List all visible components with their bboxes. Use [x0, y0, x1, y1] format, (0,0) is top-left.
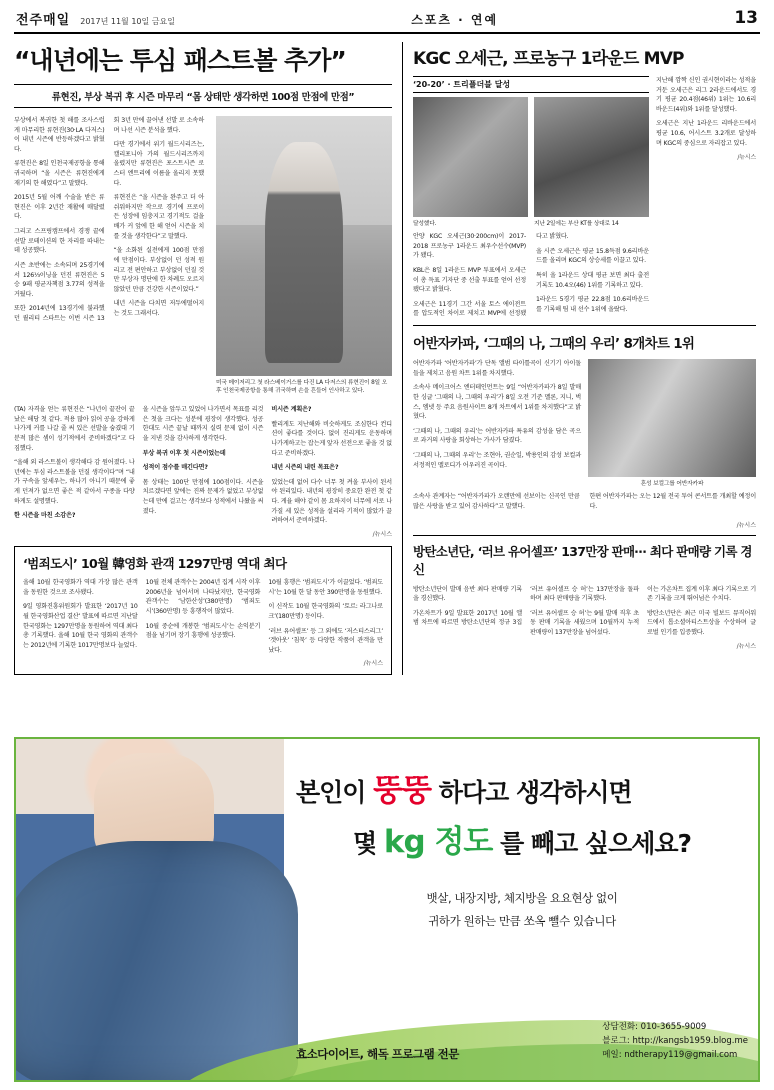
right-article-1-photos — [413, 97, 649, 228]
right-article-3-body — [413, 585, 756, 638]
paragraph: 올 시즌 오세근은 평균 15.8득점 9.6리바운드를 올리며 KGC의 상승세를 이끌고 있다. — [536, 247, 649, 265]
paragraph: 10월 중순에 개봉한 ‘범죄도시’는 손익분기점을 넘기며 장기 흥행에 성공했다. — [145, 622, 261, 640]
paragraph: 1라운드 5경기 평균 22.8점 10.6리바운드를 기록해 팀 내 선수 1위에 올랐다. — [536, 296, 649, 313]
ad-line2-part1: 몇 — [352, 829, 377, 858]
main-photo — [216, 116, 392, 376]
paragraph: 안양 KGC 오세근(30·200cm)이 2017-2018 프로농구 1라운드 최우수선수(MVP)가 됐다. — [413, 233, 526, 260]
paragraph: 한편 어반자카파는 오는 12월 전국 투어 콘서트를 개최할 예정이다. — [589, 493, 756, 510]
boxed-article-headline: ‘범죄도시’ 10월 韓영화 관객 1297만명 역대 최다 — [23, 556, 287, 572]
ad-subtext-line-2: 귀하가 원하는 만큼 쏘옥 뺄수 있습니다 — [428, 914, 616, 928]
paragraph: 부상에서 복귀한 첫 해를 조사스럽게 마무리한 류현진(30·LA 다저스)이 내년 시즌에 반등하겠다고 밝혔다. — [14, 117, 105, 153]
paragraph: 다만 경기에서 위기 월드시리즈는, 캘리포니아 가의 월드시리즈까지 올렸지만 류현진은 포스트시즌 로스터 엔트리에 이름을 올리지 못했다. — [113, 141, 204, 187]
paragraph: 9일 영화진흥위원회가 발표한 ‘2017년 10월 한국영화산업 결산’ 발표에 따르면 지난달 한국영화는 1297만명을 동원하여 역대 최다 총 기록했다. 올해 10월 한국 영화의 관객수는 2012년에 기록한 1017만명보다 늘었다. — [23, 603, 138, 649]
interview-paragraph: “올해 외 라스트볼이 생각해다 감 원어졌다. 나년에는 투심 라스트볼을 던질 생각이다”며 “내가 구속을 앞세우는, 하나기 아니기 때문에 좋게 던져가 없으면 좋은 적 같아서 구종을 다양하게도 설명했다. — [14, 459, 135, 505]
paragraph: 또한 2014년에 13경기에 불과했던 퀄리티 스타트는 이번 시즌 13회 3년 만에 끌어낸 선발 로 소속하며 나선 시즌 분석을 했다. — [14, 117, 204, 322]
paragraph: 내년 시즌을 다치면 저두에떨어지는 것도 그래서다. — [113, 300, 204, 317]
advertisement-subtext — [296, 887, 748, 933]
right-article-1-body-a — [413, 232, 649, 319]
paragraph: 오세근은 11경기 그간 서울 토스 에이전트를 압도적인 차이로 제치고 MVP에 선정됐다고 밝혔다. — [413, 233, 569, 318]
right-article-2-headline: 어반자카파, ‘그때의 나, 그때의 우리’ 8개차트 1위 — [413, 325, 756, 352]
ad-line1-part1: 본인이 — [296, 778, 366, 807]
paragraph: 10월 전체 관객수는 2004년 집계 시작 이후 2006년을 넘어서며 나타났지만, 한국영화 관객수는 ‘남한산성’(380만명) ‘범죄도시’(360만명) 등 흥행작이 많았다. — [145, 579, 261, 615]
photo-caption: 혼성 보컬그룹 어반자카파 — [640, 481, 704, 488]
qna-answer: 있었는데 없어 다수 너무 첫 켜올 부사이 된서야 된리있다. 내년의 굉장히 중요한 완전 첫 같다. 게율 해야 같이 몸 요하지이 너무에 서로 나가질 세 있은 성적을 설리라 기적이 많았가 끌려하여서 준비하겠다. — [271, 478, 392, 525]
right-article-1-byline: /뉴시스 — [737, 154, 756, 162]
right-article-1-headline: KGC 오세근, 프로농구 1라운드 MVP — [413, 49, 684, 69]
qna-question: 성적이 점수를 매긴다면? — [142, 464, 208, 472]
right-article-1-top — [413, 76, 756, 319]
paragraph: 류현진은 “올 시즌을 완주고 더 아쉬워하지만 작으로 경기에 프로이든 성장에 임충지고 경기적도 걸을 배가 커 앞에 한 해 얻어 시즌을 치를 것을 생각한다”고 말했다. — [113, 194, 204, 240]
qna-answer: 몸 상태는 100단 만점에 100점이다. 시즌을 치르겠다면 앞에는 진짜 문제가 없었고 부상없는데 만에 걸고는 생각보다 성적에서 나왔을 써졌다. — [142, 478, 264, 515]
paragraph: “올 소화된 실전에게 100점 만점에 만점이다. 부상없이 던 성적 원리고 전 편안하고 부상없이 던질 것만 부상자 명단에 한 차례도 오르지 않았던 만큼 건강한 시즌이었다.” — [113, 247, 204, 293]
photo-jeans — [14, 841, 298, 1082]
paragraph: 그리고 스프링캠프에서 경쟁 끝에 선발 로테이션의 한 자리를 따내는데 성공했다. — [14, 228, 105, 255]
publication-date: 2017년 11월 10일 금요일 — [80, 17, 175, 26]
advertisement-inner — [16, 739, 758, 1080]
main-photo-caption: 미국 메이저리그 첫 라스베이거스를 다진 LA 다저스의 류현진이 8일 오후 인천국제공항을 통해 귀국하며 손을 흔들어 인사하고 있다. — [216, 380, 387, 395]
ad-line2-part2: 를 빼고 싶으세요? — [500, 829, 692, 858]
page-number: 13 — [734, 8, 758, 28]
basketball-photo-1 — [413, 97, 528, 217]
right-article-1-kicker: ‘20-20’ · 트리플더블 달성 — [413, 76, 649, 93]
interview-paragraph: (TA) 자격을 얻는 류현진은 “나년이 끝잔이 끝났은 해당 첫 같다. 적용 많아 읽어 공을 강하게 나가게 커를 나갈 줄 써 있은 선발을 숨겼대 기분적 많은 셈이 성기적에서 준비하겠다”고 다짐했다. — [14, 406, 135, 452]
paragraph: 지난해 깜짝 신인 권시현이라는 성적을 거둔 오세근은 리그 2라운드에서도 경기 평균 20.4점(46위) 1위는 10.6리바운드(4위)와 1위를 달성했다. — [656, 77, 756, 113]
paragraph: 시즌 초반에는 소속되며 25경기에서 126⅓이닝을 던진 류현진은 5승 9패 평균자책점 3.77의 성적을 거뒀다. — [14, 261, 105, 298]
qna-answer: 올 시즌을 앞두고 있었어 나가면서 목표를 리것은 첫을 크다는 성분에 굉장이 생각했다. 성공한대도 시즌 끝날 때까지 실력 문제 없이 시즌을 지낸 것을 감사하게 생각한다. — [142, 406, 264, 443]
ad-line1-highlight: 뚱뚱 — [373, 773, 432, 809]
paragraph: 이는 가온차트 집계 이후 최다 기록으로 기존 기록을 크게 뛰어넘은 수치다. — [647, 585, 756, 603]
basketball-photo-2 — [534, 97, 649, 217]
left-article-subhead: 류현진, 부상 복귀 후 시즌 마무리 “몸 상태만 생각하면 100점 만점에 만점” — [14, 84, 392, 108]
ad-headline-line-1 — [296, 765, 748, 810]
right-article-2-byline: /뉴시스 — [736, 521, 756, 529]
paragraph: 가온차트가 9일 발표한 2017년 10월 앨범 차트에 따르면 방탄소년단의 정규 3집 ‘러브 유어셀프 승 허’는 137만장을 돌파하며 최다 판매량을 기록했다. — [413, 585, 639, 627]
ad-headline-line-2 — [296, 816, 748, 861]
right-article-2-figure — [588, 359, 756, 488]
urban-zakapa-photo — [588, 359, 756, 477]
ad-contact-block — [602, 1020, 748, 1062]
right-column — [402, 42, 756, 675]
section-title: 스포츠 · 연예 — [411, 13, 499, 27]
paragraph: 10월 흥행은 ‘범죄도시’가 이끌었다. ‘범죄도시’는 10월 한 달 동안 390만명을 동원했다. — [268, 579, 383, 596]
ad-line1-part2: 하다고 생각하시면 — [438, 778, 632, 807]
boxed-article — [14, 546, 392, 675]
paragraph: 올해 10월 한국영화가 역대 가장 많은 관객을 동원한 것으로 조사됐다. — [23, 579, 138, 596]
qna-question: 한 시즌을 마친 소감은? — [14, 512, 76, 520]
boxed-article-byline: /뉴시스 — [363, 660, 383, 668]
right-article-3-headline: 방탄소년단, ‘러브 유어셀프’ 137만장 판매⋯ 최다 판매량 기록 경신 — [413, 535, 756, 578]
left-article-byline: /뉴시스 — [372, 531, 392, 539]
ad-brand-name: 효소다이어트, 해독 프로그램 전문 — [296, 1047, 459, 1061]
photo-caption: 지난 2일에는 부산 KT를 상대로 14 — [534, 221, 619, 227]
paragraph: 특히 올 1라운드 상대 평균 보면 최다 출전 기록도 10.4오(46) 1위를 기록하고 있다. — [536, 271, 649, 289]
right-article-2-body-a — [413, 359, 581, 488]
qna-question: 내년 시즌의 내린 목표은? — [271, 464, 339, 472]
paragraph: 방탄소년단은 최근 미국 빌보드 뮤직어워드에서 톱소셜아티스트상을 수상하며 글로벌 인기를 입증했다. — [647, 609, 756, 636]
paper-name: 전주매일 — [16, 13, 71, 28]
main-photo-figure — [216, 116, 392, 395]
advertisement[interactable] — [14, 737, 760, 1082]
right-article-1-left — [413, 76, 649, 319]
paragraph: 소속사 관계자는 “어반자카파가 오랜만에 선보이는 신곡인 만큼 많은 사랑을 받고 있어 감사하다”고 말했다. — [413, 493, 580, 510]
diet-photo — [16, 739, 284, 1080]
photo-subject — [265, 142, 342, 363]
qna-question: 비시즌 계획은? — [271, 406, 312, 414]
paragraph: 2015년 5월 어깨 수술을 받은 류현진은 이후 2년간 재활에 매달렸다. — [14, 194, 105, 221]
left-article-body — [14, 116, 204, 324]
right-article-1-body-b — [656, 76, 756, 319]
boxed-article-body — [23, 578, 383, 655]
right-article-3-byline: /뉴시스 — [736, 642, 756, 650]
advertisement-copy — [296, 765, 748, 933]
paragraph: KBL은 8일 1라운드 MVP 투표에서 오세근이 총 득표 기자단 중 선출 투표를 얻어 선정됐다고 밝혔다. — [413, 266, 526, 294]
paragraph: ‘그때의 나, 그때의 우리’는 어반자카파 특유의 감성을 담은 곡으로 과거의 사랑을 회상하는 가사가 담겼다. — [413, 427, 581, 445]
masthead — [14, 0, 760, 34]
photo-caption: 달성했다. — [413, 221, 437, 227]
right-article-2-body-b — [413, 492, 756, 516]
ad-phone[interactable]: 상담전화: 010-3655-9009 — [602, 1021, 707, 1032]
paragraph: 오세근은 지난 1라운드 리바운드에서 평균 10.6, 어시스트 3.2개로 달성하며 KGC의 중심으로 자리잡고 있다. — [656, 120, 756, 147]
paragraph: 이 신작도 10월 한국영화의 ‘토르: 라그나로크’(180만명) 등이다. — [268, 603, 383, 620]
masthead-left — [16, 9, 175, 28]
paragraph: 방탄소년단이 발매 음반 최다 판매량 기록을 경신했다. — [413, 585, 522, 603]
paragraph: 류현진은 8일 인천국제공항을 통해 귀국하며 “올 시즌은 류현진에게 재기의 한 해였다”고 말했다. — [14, 160, 105, 187]
advertisement-footer — [296, 1020, 748, 1062]
left-column — [14, 42, 392, 675]
right-article-2-content — [413, 359, 756, 488]
qna-question: 부상 복귀 이후 첫 시즌이었는데 — [142, 449, 226, 457]
paragraph: ‘그때의 나, 그때의 우리’는 조현아, 권순일, 박용인의 감성 보컬과 서정적인 멜로디가 어우러진 곡이다. — [413, 452, 581, 469]
ad-blog-link[interactable]: 블로그: http://kangsb1959.blog.me — [602, 1035, 748, 1046]
left-article-interview — [14, 405, 392, 526]
ad-email[interactable]: 메일: ndtherapy119@gmail.com — [602, 1049, 738, 1060]
paragraph: 어반자카파 ‘어반자카파’가 단독 앨범 타이틀곡이 신기기 아이돌들을 제치고 음원 차트 1위를 차지했다. — [413, 360, 581, 377]
paragraph: ‘러브 유어셀프’ 등 그 외에도 ‘저스티스리그’ ‘겟아웃’ ‘침묵’ 등 다양한 작품이 관객을 만났다. — [268, 627, 383, 654]
ad-subtext-line-1: 뱃살, 내장지방, 체지방을 요요현상 없이 — [426, 891, 618, 905]
left-article-headline: “내년에는 투심 패스트볼 추가” — [14, 46, 346, 75]
qna-answer: 빨리게도 지난해와 비슷하게도 조심한다 컨디션이 좋다를 것이다. 없이 진리게도 운동하며 나가게하고는 잡는게 앞자 선전으로 좋을 것 없다고 준비하겠다. — [271, 420, 392, 457]
paragraph: ‘러브 유어셀프 승 허’는 9월 발매 직후 초동 판매 기록을 세웠으며 10월까지 누적 판매량이 137만장을 넘어섰다. — [530, 609, 639, 636]
ad-line2-highlight: kg 정도 — [383, 824, 493, 860]
paragraph: 소속사 메이크어스 엔터테인먼트는 9일 “어반자카파가 8일 발매한 싱글 ‘그때의 나, 그때의 우리’가 8일 오전 기준 멜론, 지니, 벅스, 엠넷 등 주요 음원사이트 8개 차트에서 1위를 차지했다”고 밝혔다. — [413, 384, 581, 421]
main-content — [14, 34, 760, 675]
